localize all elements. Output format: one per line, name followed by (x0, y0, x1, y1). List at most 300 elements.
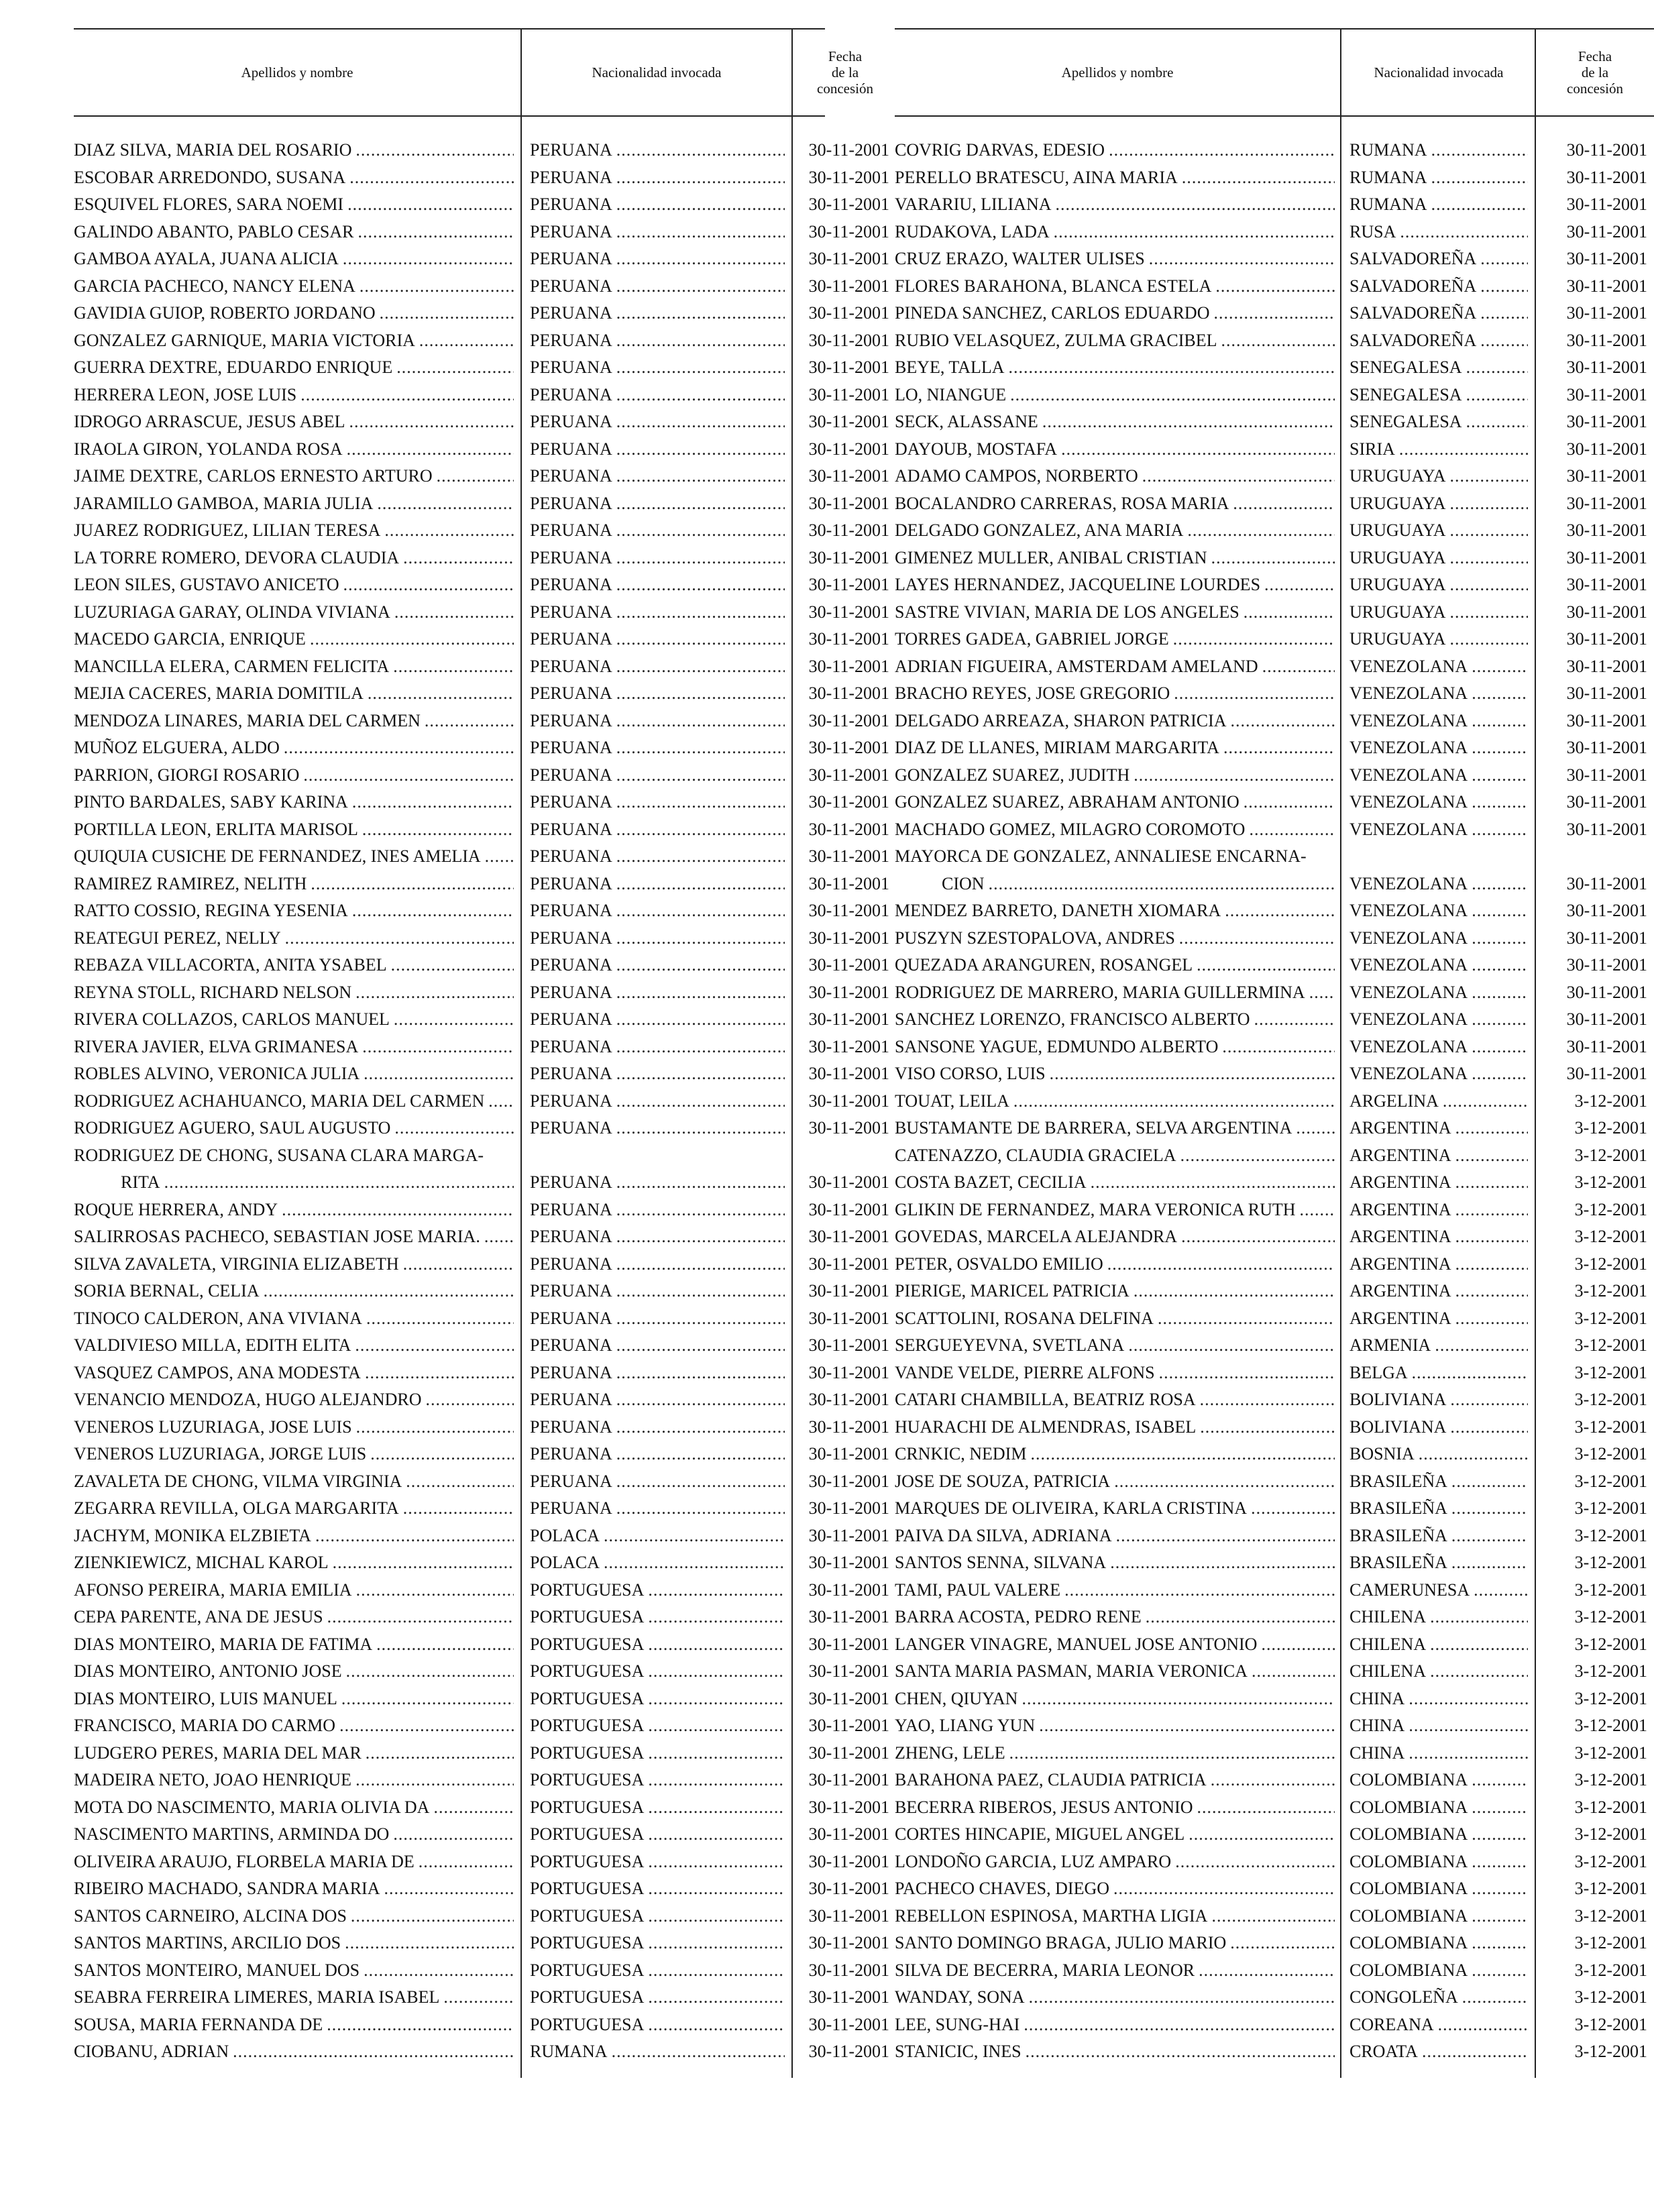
applicant-name: CATARI CHAMBILLA, BEATRIZ ROSA ..... (895, 1386, 1335, 1413)
applicant-name: CRNKIC, NEDIM ..... (895, 1441, 1335, 1468)
dot-leader (1035, 1712, 1335, 1739)
table-row (895, 1115, 1654, 1142)
applicant-name: RUBIO VELASQUEZ, ZULMA GRACIBEL ..... (895, 327, 1335, 354)
applicant-name: RODRIGUEZ DE MARRERO, MARIA GUILLERMINA ..... (895, 979, 1335, 1006)
nationality: PERUANA ..... (530, 490, 785, 517)
table-row (895, 1957, 1654, 1985)
table-row (74, 1360, 889, 1387)
applicant-name: MADEIRA NETO, JOAO HENRIQUE ..... (74, 1767, 514, 1793)
concession-date: 30-11-2001 (808, 1335, 889, 1355)
dot-leader (644, 1930, 785, 1956)
right-table-header (895, 28, 1654, 117)
applicant-name: VENANCIO MENDOZA, HUGO ALEJANDRO ..... (74, 1386, 514, 1413)
table-row (895, 463, 1654, 490)
applicant-name: RODRIGUEZ AGUERO, SAUL AUGUSTO ..... (74, 1115, 514, 1142)
applicant-name: ESCOBAR ARREDONDO, SUSANA ..... (74, 164, 514, 191)
nationality: PERUANA ..... (530, 1223, 785, 1250)
table-row (74, 925, 889, 952)
applicant-name: SANTOS MONTEIRO, MANUEL DOS ..... (74, 1957, 514, 1984)
dot-leader (402, 1468, 514, 1495)
table-row (895, 408, 1654, 436)
nationality: VENEZOLANA ..... (1349, 653, 1528, 680)
dot-leader (612, 680, 785, 707)
dot-leader (612, 897, 785, 924)
applicant-name: ADRIAN FIGUEIRA, AMSTERDAM AMELAND ..... (895, 653, 1335, 680)
dot-leader (612, 1468, 785, 1495)
applicant-name: CEPA PARENTE, ANA DE JESUS ..... (74, 1604, 514, 1630)
name-column-header: Apellidos y nombre (1061, 64, 1174, 80)
applicant-name: DIAS MONTEIRO, MARIA DE FATIMA ..... (74, 1631, 514, 1658)
applicant-name: SILVA DE BECERRA, MARIA LEONOR ..... (895, 1957, 1335, 1984)
dot-leader (612, 219, 785, 245)
dot-leader (644, 1767, 785, 1793)
applicant-name: IRAOLA GIRON, YOLANDA ROSA ..... (74, 436, 514, 463)
dot-leader (296, 382, 514, 408)
applicant-name: IDROGO ARRASCUE, JESUS ABEL ..... (74, 408, 514, 435)
concession-date: 30-11-2001 (808, 1525, 889, 1545)
table-row (895, 762, 1654, 789)
applicant-name: RUDAKOVA, LADA ..... (895, 219, 1335, 245)
applicant-name: QUIQUIA CUSICHE DE FERNANDEZ, INES AMELIA ..... (74, 843, 514, 870)
applicant-name: SANTOS SENNA, SILVANA ..... (895, 1549, 1335, 1576)
nationality: CHINA ..... (1349, 1685, 1528, 1712)
applicant-name: SCATTOLINI, ROSANA DELFINA ..... (895, 1305, 1335, 1332)
dot-leader (1184, 1821, 1335, 1848)
concession-date: 3-12-2001 (1574, 1797, 1647, 1817)
nationality: COLOMBIANA ..... (1349, 1794, 1528, 1821)
nationality: SALVADOREÑA ..... (1349, 273, 1528, 300)
concession-date: 3-12-2001 (1574, 1879, 1647, 1898)
dot-leader (339, 571, 514, 598)
applicant-name: ZIENKIEWICZ, MICHAL KAROL ..... (74, 1549, 514, 1576)
concession-date: 30-11-2001 (808, 1471, 889, 1491)
nationality: PORTUGUESA ..... (530, 1875, 785, 1902)
dot-leader (1258, 653, 1335, 680)
nationality: COLOMBIANA ..... (1349, 1903, 1528, 1930)
table-row (74, 897, 889, 925)
dot-leader (376, 300, 514, 327)
applicant-name: RIBEIRO MACHADO, SANDRA MARIA ..... (74, 1875, 514, 1902)
applicant-name: REBELLON ESPINOSA, MARTHA LIGIA ..... (895, 1903, 1335, 1930)
nationality: PERUANA ..... (530, 517, 785, 544)
dot-leader (1451, 1169, 1528, 1196)
table-row (895, 816, 1654, 844)
dot-leader (1446, 626, 1528, 653)
nationality: URUGUAYA ..... (1349, 599, 1528, 626)
dot-leader (299, 762, 514, 789)
dot-leader (1106, 1549, 1335, 1576)
dot-leader (1451, 1142, 1528, 1169)
left-table-header (74, 28, 873, 117)
applicant-name: GLIKIN DE FERNANDEZ, MARA VERONICA RUTH ..... (895, 1197, 1335, 1223)
applicant-name: ZEGARRA REVILLA, OLGA MARGARITA ..... (74, 1495, 514, 1522)
applicant-name: RODRIGUEZ ACHAHUANCO, MARIA DEL CARMEN ..... (74, 1088, 514, 1115)
applicant-name: BUSTAMANTE DE BARRERA, SELVA ARGENTINA ..... (895, 1115, 1335, 1142)
nationality: PERUANA ..... (530, 164, 785, 191)
dot-leader (612, 1251, 785, 1278)
date-column-header: Fecha de la concesión (1567, 48, 1623, 97)
right-table-body (895, 117, 1654, 2066)
concession-date: 30-11-2001 (808, 602, 889, 622)
nationality: PERUANA ..... (530, 219, 785, 245)
dot-leader (1138, 463, 1335, 490)
nationality: PORTUGUESA ..... (530, 1740, 785, 1767)
nationality: POLACA ..... (530, 1549, 785, 1576)
nationality: PERUANA ..... (530, 1088, 785, 1115)
concession-date: 30-11-2001 (1566, 1009, 1647, 1029)
concession-date: 30-11-2001 (1566, 439, 1647, 459)
table-row (74, 1495, 889, 1523)
table-row (74, 653, 889, 681)
dot-leader (1257, 1631, 1335, 1658)
dot-leader (612, 1060, 785, 1087)
dot-leader (612, 789, 785, 816)
concession-date: 30-11-2001 (808, 1254, 889, 1274)
dot-leader (1451, 1278, 1528, 1305)
dot-leader (352, 1577, 514, 1604)
dot-leader (1052, 191, 1335, 218)
concession-date: 3-12-2001 (1574, 1634, 1647, 1654)
applicant-name: SANTOS CARNEIRO, ALCINA DOS ..... (74, 1903, 514, 1930)
dot-leader (372, 1631, 514, 1658)
applicant-name: HUARACHI DE ALMENDRAS, ISABEL ..... (895, 1414, 1335, 1441)
dot-leader (1006, 382, 1335, 408)
applicant-name: VARARIU, LILIANA ..... (895, 191, 1335, 218)
concession-date: 30-11-2001 (808, 1851, 889, 1871)
dot-leader (644, 1794, 785, 1821)
dot-leader (644, 1658, 785, 1685)
dot-leader (612, 571, 785, 598)
concession-date: 30-11-2001 (808, 982, 889, 1002)
dot-leader (481, 843, 514, 870)
nationality: VENEZOLANA ..... (1349, 871, 1528, 897)
concession-date: 30-11-2001 (1566, 792, 1647, 812)
applicant-name: LAYES HERNANDEZ, JACQUELINE LOURDES ..... (895, 571, 1335, 598)
nationality: BELGA ..... (1349, 1360, 1528, 1386)
concession-date: 30-11-2001 (808, 629, 889, 649)
table-row (74, 2011, 889, 2039)
concession-date: 30-11-2001 (1566, 221, 1647, 241)
applicant-name: LEON SILES, GUSTAVO ANICETO ..... (74, 571, 514, 598)
dot-leader (1207, 1767, 1335, 1793)
concession-date: 30-11-2001 (808, 575, 889, 594)
concession-date: 30-11-2001 (1566, 167, 1647, 187)
dot-leader (433, 463, 514, 490)
dot-leader (484, 1088, 514, 1115)
dot-leader (1468, 1821, 1528, 1848)
dot-leader (345, 408, 514, 435)
applicant-name: MARQUES DE OLIVEIRA, KARLA CRISTINA ..... (895, 1495, 1335, 1522)
nationality: CHINA ..... (1349, 1712, 1528, 1739)
concession-date: 30-11-2001 (808, 683, 889, 703)
table-row (74, 1984, 889, 2011)
concession-date: 30-11-2001 (808, 1199, 889, 1219)
concession-date: 30-11-2001 (808, 1933, 889, 1952)
concession-date: 30-11-2001 (808, 195, 889, 214)
dot-leader (1022, 2038, 1335, 2065)
dot-leader (1195, 1957, 1335, 1984)
applicant-name: HERRERA LEON, JOSE LUIS ..... (74, 382, 514, 408)
applicant-name: SANTA MARIA PASMAN, MARIA VERONICA ..... (895, 1658, 1335, 1685)
concession-date: 30-11-2001 (808, 167, 889, 187)
dot-leader (1476, 273, 1528, 300)
applicant-name: SALIRROSAS PACHECO, SEBASTIAN JOSE MARIA. ..... (74, 1223, 514, 1250)
nationality: PORTUGUESA ..... (530, 1604, 785, 1630)
dot-leader (399, 1251, 514, 1278)
concession-date: 30-11-2001 (808, 2042, 889, 2061)
concession-date: 30-11-2001 (808, 439, 889, 459)
concession-date: 30-11-2001 (808, 1227, 889, 1246)
applicant-name: LO, NIANGUE ..... (895, 382, 1335, 408)
table-row (895, 1414, 1654, 1441)
applicant-name: DIAZ SILVA, MARIA DEL ROSARIO ..... (74, 137, 514, 164)
nationality: PERUANA ..... (530, 1006, 785, 1033)
nationality: VENEZOLANA ..... (1349, 708, 1528, 734)
dot-leader (1005, 354, 1335, 381)
concession-date: 30-11-2001 (808, 1036, 889, 1056)
concession-date: 30-11-2001 (1566, 249, 1647, 268)
concession-date: 30-11-2001 (808, 1987, 889, 2007)
concession-date: 3-12-2001 (1574, 1661, 1647, 1681)
dot-leader (1305, 979, 1335, 1006)
concession-date: 30-11-2001 (808, 1960, 889, 1980)
concession-date: 30-11-2001 (808, 1281, 889, 1301)
nationality: CHILENA ..... (1349, 1631, 1528, 1658)
applicant-name: ZAVALETA DE CHONG, VILMA VIRGINIA ..... (74, 1468, 514, 1495)
dot-leader (985, 871, 1335, 897)
table-row (74, 2038, 889, 2066)
dot-leader (612, 1278, 785, 1305)
applicant-name: TOUAT, LEILA ..... (895, 1088, 1335, 1115)
nationality: BOSNIA ..... (1349, 1441, 1528, 1468)
nationality: URUGUAYA ..... (1349, 545, 1528, 571)
nationality: PERUANA ..... (530, 436, 785, 463)
dot-leader (1468, 1034, 1528, 1060)
dot-leader (1260, 571, 1335, 598)
applicant-name: FLORES BARAHONA, BLANCA ESTELA ..... (895, 273, 1335, 300)
concession-date: 30-11-2001 (808, 1688, 889, 1708)
applicant-name: CION ..... (895, 871, 1335, 897)
applicant-name: DIAS MONTEIRO, ANTONIO JOSE ..... (74, 1658, 514, 1685)
dot-leader (1193, 1794, 1335, 1821)
table-row (74, 463, 889, 490)
dot-leader (1009, 1088, 1335, 1115)
table-row (895, 164, 1654, 192)
concession-date: 3-12-2001 (1574, 1824, 1647, 1844)
dot-leader (1476, 245, 1528, 272)
table-row (74, 1821, 889, 1848)
table-row (74, 1441, 889, 1468)
applicant-name: PINEDA SANCHEZ, CARLOS EDUARDO ..... (895, 300, 1335, 327)
nationality: PERUANA ..... (530, 1115, 785, 1142)
dot-leader (644, 1848, 785, 1875)
applicant-name: NASCIMENTO MARTINS, ARMINDA DO ..... (74, 1821, 514, 1848)
applicant-name: GONZALEZ SUAREZ, JUDITH ..... (895, 762, 1335, 789)
table-row (74, 979, 889, 1007)
dot-leader (1103, 1251, 1335, 1278)
applicant-name: DELGADO GONZALEZ, ANA MARIA ..... (895, 517, 1335, 544)
table-row (895, 1142, 1654, 1170)
concession-date: 30-11-2001 (1566, 1064, 1647, 1083)
applicant-name: PAIVA DA SILVA, ADRIANA ..... (895, 1523, 1335, 1549)
table-row (895, 1821, 1654, 1848)
dot-leader (1017, 1685, 1335, 1712)
dot-leader (1247, 1495, 1335, 1522)
table-row (74, 137, 889, 164)
applicant-name: MAYORCA DE GONZALEZ, ANNALIESE ENCARNA- (895, 846, 1307, 866)
nationality: CAMERUNESA ..... (1349, 1577, 1528, 1604)
concession-date: 3-12-2001 (1574, 1118, 1647, 1138)
nationality: SENEGALESA ..... (1349, 382, 1528, 408)
concession-date: 30-11-2001 (808, 1607, 889, 1626)
table-row (895, 626, 1654, 653)
dot-leader (351, 1767, 514, 1793)
dot-leader (307, 871, 514, 897)
dot-leader (608, 2038, 785, 2065)
dot-leader (612, 354, 785, 381)
dot-leader (1468, 734, 1528, 761)
dot-leader (612, 1305, 785, 1332)
dot-leader (612, 1088, 785, 1115)
dot-leader (612, 925, 785, 952)
applicant-name: MOTA DO NASCIMENTO, MARIA OLIVIA DA ..... (74, 1794, 514, 1821)
applicant-name: REYNA STOLL, RICHARD NELSON ..... (74, 979, 514, 1006)
dot-leader (600, 1523, 785, 1549)
dot-leader (1468, 708, 1528, 734)
dot-leader (1142, 1604, 1335, 1630)
nationality: PERUANA ..... (530, 1414, 785, 1441)
table-row (74, 1115, 889, 1142)
nationality: PERUANA ..... (530, 708, 785, 734)
dot-leader (612, 1495, 785, 1522)
nationality: PERUANA ..... (530, 300, 785, 327)
concession-date: 30-11-2001 (808, 412, 889, 431)
table-row (74, 1088, 889, 1115)
nationality: CHILENA ..... (1349, 1604, 1528, 1630)
concession-date: 30-11-2001 (808, 276, 889, 296)
dot-leader (422, 1386, 514, 1413)
applicant-name: MACHADO GOMEZ, MILAGRO COROMOTO ..... (895, 816, 1335, 843)
table-row (74, 1604, 889, 1631)
table-row (895, 925, 1654, 952)
concession-date: 3-12-2001 (1574, 1335, 1647, 1355)
applicant-name: COSTA BAZET, CECILIA ..... (895, 1169, 1335, 1196)
table-row (74, 1875, 889, 1903)
table-row (895, 1848, 1654, 1876)
table-row (895, 382, 1654, 409)
table-row (895, 952, 1654, 979)
nationality: PERUANA ..... (530, 327, 785, 354)
dot-leader (390, 1006, 514, 1033)
dot-leader (1395, 436, 1528, 463)
applicant-name: MENDOZA LINARES, MARIA DEL CARMEN ..... (74, 708, 514, 734)
table-row (895, 1549, 1654, 1577)
nationality: PERUANA ..... (530, 816, 785, 843)
dot-leader (1245, 816, 1335, 843)
table-row (74, 843, 889, 871)
applicant-name: LEE, SUNG-HAI ..... (895, 2011, 1335, 2038)
applicant-name: DAYOUB, MOSTAFA ..... (895, 436, 1335, 463)
dot-leader (1112, 1523, 1335, 1549)
dot-leader (1446, 463, 1528, 490)
dot-leader (392, 354, 514, 381)
dot-leader (1426, 1631, 1528, 1658)
concession-date: 30-11-2001 (808, 1417, 889, 1437)
dot-leader (612, 1197, 785, 1223)
concession-date: 30-11-2001 (1566, 547, 1647, 567)
nationality: VENEZOLANA ..... (1349, 680, 1528, 707)
nationality: COLOMBIANA ..... (1349, 1957, 1528, 1984)
dot-leader (1057, 436, 1335, 463)
table-row (74, 571, 889, 599)
concession-date: 30-11-2001 (1566, 303, 1647, 323)
dot-leader (1129, 762, 1335, 789)
nationality: PERUANA ..... (530, 1034, 785, 1060)
dot-leader (644, 1740, 785, 1767)
nationality: VENEZOLANA ..... (1349, 762, 1528, 789)
applicant-name: GIMENEZ MULLER, ANIBAL CRISTIAN ..... (895, 545, 1335, 571)
dot-leader (278, 1197, 514, 1223)
dot-leader (1175, 925, 1335, 952)
concession-date: 30-11-2001 (808, 1118, 889, 1138)
nationality: PERUANA ..... (530, 273, 785, 300)
dot-leader (1468, 1794, 1528, 1821)
dot-leader (1468, 1767, 1528, 1793)
table-row (74, 680, 889, 708)
nationality-column-header: Nacionalidad invocada (592, 64, 722, 80)
applicant-name: BEYE, TALLA ..... (895, 354, 1335, 381)
dot-leader (229, 2038, 514, 2065)
nationality: PORTUGUESA ..... (530, 1821, 785, 1848)
table-row (895, 1251, 1654, 1278)
table-row (74, 762, 889, 789)
nationality: CHINA ..... (1349, 1740, 1528, 1767)
table-row (895, 1088, 1654, 1115)
table-row (74, 545, 889, 572)
applicant-name: JAIME DEXTRE, CARLOS ERNESTO ARTURO ..... (74, 463, 514, 490)
applicant-name: VENEROS LUZURIAGA, JORGE LUIS ..... (74, 1441, 514, 1468)
table-row (74, 382, 889, 409)
applicant-name: PETER, OSVALDO EMILIO ..... (895, 1251, 1335, 1278)
dot-leader (612, 816, 785, 843)
dot-leader (1171, 1848, 1335, 1875)
concession-date: 30-11-2001 (1566, 520, 1647, 540)
nationality: PERUANA ..... (530, 734, 785, 761)
applicant-name: CATENAZZO, CLAUDIA GRACIELA ..... (895, 1142, 1335, 1169)
table-row (74, 1006, 889, 1034)
dot-leader (612, 843, 785, 870)
table-row (74, 626, 889, 653)
dot-leader (1431, 1332, 1528, 1359)
table-row (895, 1332, 1654, 1360)
concession-date: 3-12-2001 (1574, 1770, 1647, 1789)
concession-date: 30-11-2001 (1566, 928, 1647, 948)
dot-leader (1446, 1414, 1528, 1441)
concession-date: 3-12-2001 (1574, 1227, 1647, 1246)
concession-date: 30-11-2001 (1566, 575, 1647, 594)
table-row (895, 1984, 1654, 2011)
applicant-name: SEABRA FERREIRA LIMERES, MARIA ISABEL ..... (74, 1984, 514, 2011)
concession-date: 30-11-2001 (808, 1661, 889, 1681)
nationality: ARGENTINA ..... (1349, 1251, 1528, 1278)
dot-leader (1426, 1658, 1528, 1685)
dot-leader (612, 708, 785, 734)
nationality: BOLIVIANA ..... (1349, 1414, 1528, 1441)
concession-date: 30-11-2001 (808, 1716, 889, 1735)
dot-leader (364, 680, 514, 707)
concession-date: 3-12-2001 (1574, 1688, 1647, 1708)
table-row (895, 517, 1654, 545)
